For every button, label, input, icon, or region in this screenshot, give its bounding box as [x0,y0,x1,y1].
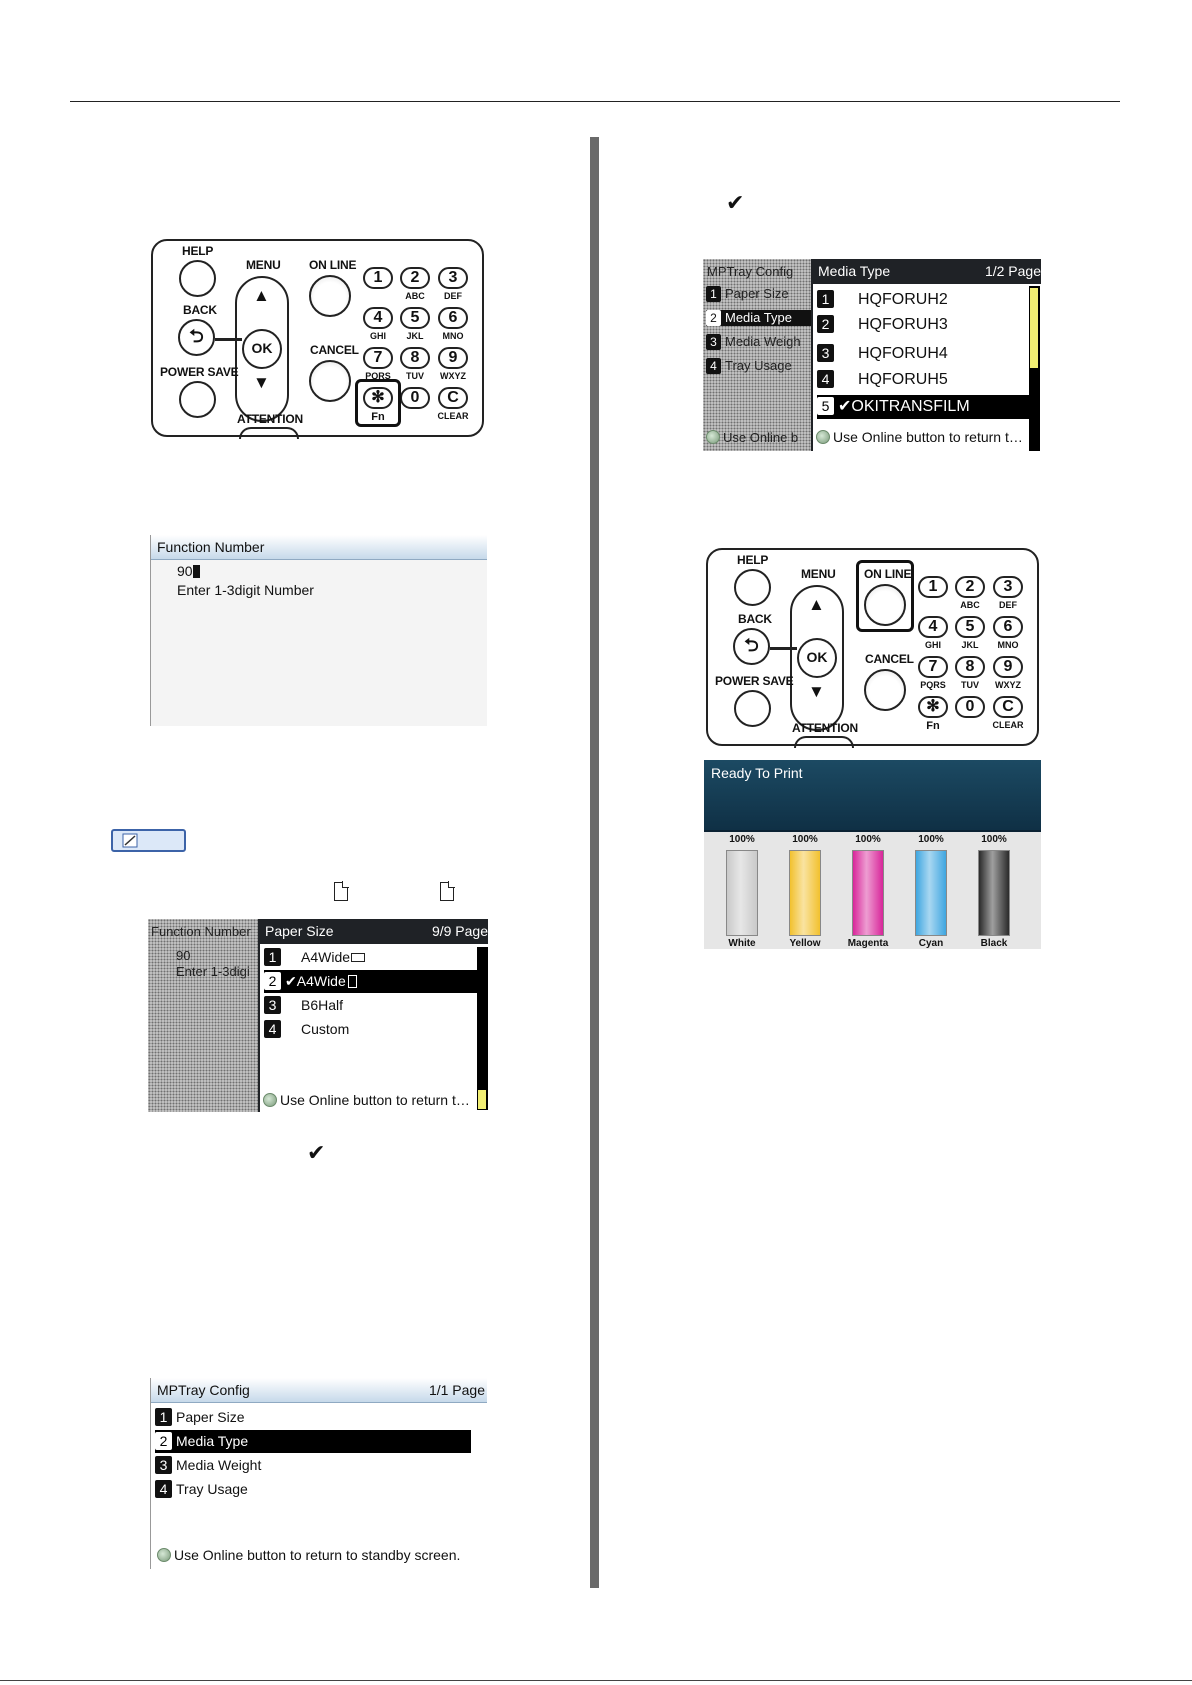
screen-footer: Use Online button to return t… [263,1089,470,1112]
key-7-letters: PQRS [365,371,391,381]
scrollbar-thumb[interactable] [478,1090,486,1109]
key-1[interactable]: 1 [363,267,393,289]
ink-level-bar [915,850,947,936]
key-5-letters: JKL [961,640,979,650]
menu-item-tray-usage[interactable]: 4 Tray Usage [155,1478,248,1501]
key-6[interactable]: 6 [438,307,468,329]
attention-label: ATTENTION [792,721,858,735]
background-title: MPTray Config [707,264,794,279]
screen-title: MPTray Config [157,1382,250,1398]
paper-portrait-icon [348,975,357,988]
back-label: BACK [183,303,217,317]
paper-portrait-icon [440,882,454,901]
paper-landscape-icon [351,953,365,962]
menu-item-media-weight[interactable]: 3 Media Weight [155,1454,261,1477]
footer-rule [0,1680,1192,1681]
background-item-selected: 2 Media Type [706,310,811,326]
function-number-screen [150,535,487,726]
key-1[interactable]: 1 [918,576,948,598]
arrow-up-icon[interactable]: ▲ [808,595,825,614]
popup-title: Paper Size [265,923,334,939]
key-2[interactable]: 2 [400,267,430,289]
back-label: BACK [738,612,772,626]
ink-level-bar [726,850,758,936]
function-number-value[interactable]: 90 [177,563,200,579]
screen-title: Function Number [151,535,487,560]
menu-label: MENU [801,567,836,581]
cancel-label: CANCEL [310,343,359,357]
key-clear[interactable]: C [993,696,1023,718]
ink-level-bar [978,850,1010,936]
key-4[interactable]: 4 [363,307,393,329]
background-item: 4 Tray Usage [706,358,792,374]
key-4-letters: GHI [924,640,941,650]
cancel-button[interactable] [309,360,351,402]
clear-label: CLEAR [992,720,1024,730]
paper-portrait-icon [334,882,348,901]
popup-panel [811,259,1041,451]
ok-button[interactable]: OK [797,638,837,678]
cancel-label: CANCEL [865,652,914,666]
key-8[interactable]: 8 [955,656,985,678]
fn-label: Fn [926,720,940,732]
list-item[interactable]: 1 A4Wide [264,946,466,969]
background-screen [148,919,258,1112]
clear-label: CLEAR [437,411,469,421]
key-8[interactable]: 8 [400,347,430,369]
attention-lamp [794,736,854,748]
online-button[interactable] [309,275,351,317]
key-6-letters: MNO [442,331,464,341]
background-item: 3 Media Weigh [706,334,801,350]
back-connector [215,338,242,341]
column-divider [590,137,599,1588]
online-label: ON LINE [864,567,912,581]
power-save-label: POWER SAVE [715,674,794,688]
key-4-letters: GHI [369,331,386,341]
key-7[interactable]: 7 [363,347,393,369]
help-button[interactable] [734,569,771,606]
page-indicator: 1/2 Page [984,263,1041,279]
key-clear[interactable]: C [438,387,468,409]
back-arrow-icon: ⮌ [744,635,759,655]
online-icon [157,1548,171,1562]
media-type-screen [703,259,1041,451]
attention-label: ATTENTION [237,412,303,426]
background-footer: Use Online b [706,430,798,445]
key-2[interactable]: 2 [955,576,985,598]
key-9-letters: WXYZ [995,680,1021,690]
operator-panel [151,239,484,437]
key-5[interactable]: 5 [955,616,985,638]
background-value: 90 [176,948,191,963]
key-0[interactable]: 0 [955,696,985,718]
power-save-label: POWER SAVE [160,365,239,379]
back-button[interactable] [178,319,215,356]
ink-name: White [728,938,756,949]
ink-level-percent: 100% [792,834,818,845]
operator-panel [706,548,1039,746]
scrollbar[interactable] [1029,286,1040,451]
scrollbar[interactable] [477,947,488,1110]
memo-icon [111,829,186,852]
key-3[interactable]: 3 [438,267,468,289]
cancel-button[interactable] [864,669,906,711]
key-6-letters: MNO [997,640,1019,650]
online-icon [263,1093,277,1107]
ink-name: Cyan [918,938,944,949]
popup-titlebar [260,919,488,944]
ink-level-percent: 100% [918,834,944,845]
ink-level-bar [852,850,884,936]
ink-level-percent: 100% [981,834,1007,845]
fn-highlight [355,379,401,427]
page-indicator: 1/1 Page [428,1382,485,1398]
key-2-letters: ABC [405,291,425,301]
menu-label: MENU [246,258,281,272]
ink-name: Black [980,938,1008,949]
help-label: HELP [737,553,769,567]
key-4[interactable]: 4 [918,616,948,638]
attention-lamp [239,427,299,439]
fn-star-key[interactable]: ✻ [363,387,393,409]
check-icon: ✔ [838,398,852,415]
key-7-letters: PQRS [920,680,946,690]
menu-item-paper-size[interactable]: 1 Paper Size [155,1406,244,1429]
check-icon: ✔ [285,973,297,989]
popup-titlebar [813,259,1041,284]
key-9[interactable]: 9 [993,656,1023,678]
paper-size-screen [148,919,488,1112]
key-5[interactable]: 5 [400,307,430,329]
key-6[interactable]: 6 [993,616,1023,638]
key-7[interactable]: 7 [918,656,948,678]
list-item[interactable]: 1 HQFORUH2 [817,288,948,312]
check-icon: ✔ [726,190,745,215]
ink-name: Yellow [789,938,821,949]
key-8-letters: TUV [406,371,424,381]
online-highlight [856,560,914,632]
ink-name: Magenta [847,938,889,949]
key-8-letters: TUV [961,680,979,690]
help-button[interactable] [179,260,216,297]
key-3[interactable]: 3 [993,576,1023,598]
list-item[interactable]: 3 HQFORUH4 [817,342,948,366]
key-9-letters: WXYZ [440,371,466,381]
menu-item-media-type[interactable]: 2 Media Type [155,1430,471,1453]
background-title: Function Number [151,924,251,939]
back-connector [770,647,797,650]
list-item[interactable]: 2 HQFORUH3 [817,313,948,337]
list-item[interactable]: 4 Custom [264,1018,349,1041]
list-item[interactable]: 3 B6Half [264,994,343,1017]
key-3-letters: DEF [444,291,462,301]
scrollbar-thumb[interactable] [1030,288,1038,368]
screen-footer: Use Online button to return t… [816,426,1023,449]
ink-level-percent: 100% [729,834,755,845]
fn-star-key[interactable]: ✻ [918,696,948,718]
ink-level-percent: 100% [855,834,881,845]
power-save-button[interactable] [734,690,771,727]
online-icon [816,430,830,444]
ink-level-bar [789,850,821,936]
page-indicator: 9/9 Page [431,923,488,939]
screen-titlebar [151,1378,487,1403]
arrow-down-icon[interactable]: ▼ [253,373,270,392]
key-5-letters: JKL [406,331,424,341]
background-item: 1 Paper Size [706,286,789,302]
background-hint: Enter 1-3digi [176,964,250,979]
power-save-button[interactable] [179,381,216,418]
screen-footer: Use Online button to return to standby screen. [157,1544,460,1567]
mptray-config-screen [150,1378,487,1569]
back-arrow-icon: ⮌ [189,326,204,346]
arrow-up-icon[interactable]: ▲ [253,286,270,305]
check-icon: ✔ [307,1140,326,1165]
fn-label: Fn [371,411,385,423]
popup-panel [258,919,488,1112]
arrow-down-icon[interactable]: ▼ [808,682,825,701]
text-cursor [193,565,200,578]
ok-button[interactable]: OK [242,329,282,369]
popup-title: Media Type [818,263,891,279]
help-label: HELP [182,244,214,258]
status-title: Ready To Print [711,765,803,781]
key-2-letters: ABC [960,600,980,610]
back-button[interactable] [733,628,770,665]
key-0[interactable]: 0 [400,387,430,409]
list-item[interactable]: 4 HQFORUH5 [817,368,948,392]
online-label: ON LINE [309,258,357,272]
header-rule [70,101,1120,102]
function-number-hint: Enter 1-3digit Number [177,582,314,598]
ready-to-print-screen [704,760,1041,949]
key-9[interactable]: 9 [438,347,468,369]
list-item-selected[interactable]: 5 ✔OKITRANSFILM [817,395,1031,419]
list-item-selected[interactable]: 2 ✔A4Wide [264,970,480,993]
key-3-letters: DEF [999,600,1017,610]
